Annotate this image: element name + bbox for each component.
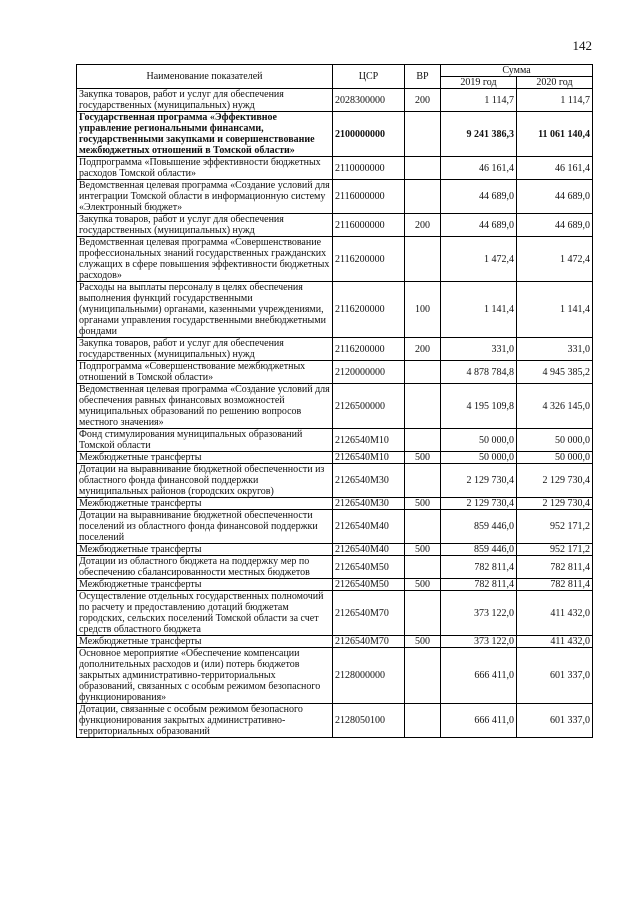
table-row (77, 648, 593, 704)
table-row (77, 89, 593, 112)
row-csr: 2126540M10 (333, 452, 405, 464)
table-row (77, 384, 593, 429)
row-vr: 100 (405, 282, 441, 338)
table-row (77, 510, 593, 544)
table-row (77, 704, 593, 738)
row-csr: 2100000000 (333, 112, 405, 157)
row-name: Фонд стимулирования муниципальных образований Томской области (77, 429, 333, 452)
row-name: Межбюджетные трансферты (77, 579, 333, 591)
row-csr: 2126540M50 (333, 579, 405, 591)
row-name: Осуществление отдельных государственных полномочий по расчету и предоставлению дотаций бюджетам городских, сельских поселений Томской области за счет средств областного бюджета (77, 591, 333, 636)
row-name: Государственная программа «Эффективное управление региональными финансами, государственными закупками и совершенствование межбюджетных отношений в Томской области» (77, 112, 333, 157)
row-vr: 200 (405, 338, 441, 361)
table-row (77, 464, 593, 498)
row-vr (405, 361, 441, 384)
row-sum-2019: 44 689,0 (441, 214, 517, 237)
header-csr: ЦСР (333, 65, 405, 89)
row-sum-2019: 782 811,4 (441, 556, 517, 579)
row-name: Ведомственная целевая программа «Совершенствование профессиональных знаний государственных гражданских служащих в сфере повышения эффективности бюджетных расходов» (77, 237, 333, 282)
row-sum-2019: 44 689,0 (441, 180, 517, 214)
row-vr: 500 (405, 452, 441, 464)
table-body (77, 89, 593, 738)
row-sum-2020: 50 000,0 (517, 429, 593, 452)
row-sum-2020: 952 171,2 (517, 544, 593, 556)
row-sum-2020: 601 337,0 (517, 704, 593, 738)
row-name: Межбюджетные трансферты (77, 452, 333, 464)
row-vr: 500 (405, 544, 441, 556)
row-vr (405, 157, 441, 180)
row-sum-2019: 666 411,0 (441, 704, 517, 738)
row-vr (405, 464, 441, 498)
row-csr: 2116200000 (333, 237, 405, 282)
row-vr (405, 510, 441, 544)
row-sum-2019: 2 129 730,4 (441, 464, 517, 498)
row-sum-2020: 2 129 730,4 (517, 498, 593, 510)
row-name: Закупка товаров, работ и услуг для обеспечения государственных (муниципальных) нужд (77, 338, 333, 361)
row-vr (405, 591, 441, 636)
row-csr: 2126540M40 (333, 510, 405, 544)
table-row (77, 579, 593, 591)
header-name: Наименование показателей (77, 65, 333, 89)
row-sum-2019: 50 000,0 (441, 429, 517, 452)
row-sum-2019: 9 241 386,3 (441, 112, 517, 157)
row-sum-2019: 373 122,0 (441, 591, 517, 636)
row-vr: 200 (405, 214, 441, 237)
row-sum-2019: 331,0 (441, 338, 517, 361)
row-csr: 2126540M10 (333, 429, 405, 452)
row-sum-2020: 1 472,4 (517, 237, 593, 282)
row-csr: 2128050100 (333, 704, 405, 738)
row-vr (405, 648, 441, 704)
row-sum-2019: 1 472,4 (441, 237, 517, 282)
row-csr: 2110000000 (333, 157, 405, 180)
row-csr: 2126540M30 (333, 498, 405, 510)
table-row (77, 214, 593, 237)
row-vr: 500 (405, 636, 441, 648)
row-vr (405, 429, 441, 452)
row-name: Основное мероприятие «Обеспечение компенсации дополнительных расходов и (или) потерь бюджетов закрытых административно-территориальных образований, связанных с особым режимом безопасного функционирования» (77, 648, 333, 704)
row-name: Дотации из областного бюджета на поддержку мер по обеспечению сбалансированности местных бюджетов (77, 556, 333, 579)
row-name: Дотации, связанные с особым режимом безопасного функционирования закрытых административно-территориальных образований (77, 704, 333, 738)
row-sum-2019: 1 114,7 (441, 89, 517, 112)
row-sum-2019: 666 411,0 (441, 648, 517, 704)
row-csr: 2126500000 (333, 384, 405, 429)
row-csr: 2116200000 (333, 338, 405, 361)
row-sum-2020: 782 811,4 (517, 556, 593, 579)
row-sum-2020: 50 000,0 (517, 452, 593, 464)
row-sum-2020: 4 326 145,0 (517, 384, 593, 429)
table-row (77, 556, 593, 579)
row-name: Дотации на выравнивание бюджетной обеспеченности из областного фонда финансовой поддержки муниципальных районов (городских округов) (77, 464, 333, 498)
row-csr: 2120000000 (333, 361, 405, 384)
header-sum: Сумма (441, 65, 593, 77)
table-header (77, 65, 593, 89)
table-row (77, 429, 593, 452)
table-row (77, 237, 593, 282)
row-name: Подпрограмма «Повышение эффективности бюджетных расходов Томской области» (77, 157, 333, 180)
row-vr (405, 704, 441, 738)
row-csr: 2126540M50 (333, 556, 405, 579)
table-row (77, 361, 593, 384)
row-sum-2020: 601 337,0 (517, 648, 593, 704)
page-number: 142 (572, 38, 592, 53)
table-row (77, 282, 593, 338)
row-sum-2019: 859 446,0 (441, 510, 517, 544)
row-name: Закупка товаров, работ и услуг для обеспечения государственных (муниципальных) нужд (77, 214, 333, 237)
row-name: Дотации на выравнивание бюджетной обеспеченности поселений из областного фонда финансовой поддержки поселений (77, 510, 333, 544)
row-sum-2020: 1 114,7 (517, 89, 593, 112)
row-vr (405, 556, 441, 579)
table-row (77, 180, 593, 214)
row-sum-2020: 2 129 730,4 (517, 464, 593, 498)
row-csr: 2126540M70 (333, 636, 405, 648)
row-sum-2019: 373 122,0 (441, 636, 517, 648)
row-sum-2019: 859 446,0 (441, 544, 517, 556)
table-row (77, 157, 593, 180)
row-sum-2019: 782 811,4 (441, 579, 517, 591)
row-vr (405, 384, 441, 429)
row-csr: 2128000000 (333, 648, 405, 704)
row-csr: 2116000000 (333, 180, 405, 214)
row-csr: 2126540M40 (333, 544, 405, 556)
row-sum-2019: 4 195 109,8 (441, 384, 517, 429)
row-name: Ведомственная целевая программа «Создание условий для обеспечения равных финансовых возможностей муниципальных образований по решению вопросов местного значения» (77, 384, 333, 429)
row-sum-2020: 44 689,0 (517, 180, 593, 214)
header-year-2020: 2020 год (517, 77, 593, 89)
header-vr: ВР (405, 65, 441, 89)
row-sum-2020: 411 432,0 (517, 636, 593, 648)
row-sum-2019: 4 878 784,8 (441, 361, 517, 384)
row-sum-2020: 411 432,0 (517, 591, 593, 636)
row-sum-2020: 331,0 (517, 338, 593, 361)
row-sum-2020: 46 161,4 (517, 157, 593, 180)
row-sum-2020: 4 945 385,2 (517, 361, 593, 384)
table-row (77, 338, 593, 361)
row-name: Расходы на выплаты персоналу в целях обеспечения выполнения функций государственными (муниципальными) органами, казенными учреждениями, органами управления государственными внебюджетными фондами (77, 282, 333, 338)
row-csr: 2126540M70 (333, 591, 405, 636)
row-vr: 500 (405, 579, 441, 591)
budget-table (76, 64, 593, 738)
row-name: Межбюджетные трансферты (77, 544, 333, 556)
row-vr (405, 112, 441, 157)
row-csr: 2028300000 (333, 89, 405, 112)
row-sum-2019: 50 000,0 (441, 452, 517, 464)
row-name: Межбюджетные трансферты (77, 636, 333, 648)
row-sum-2019: 46 161,4 (441, 157, 517, 180)
row-vr: 500 (405, 498, 441, 510)
row-sum-2019: 2 129 730,4 (441, 498, 517, 510)
row-csr: 2126540M30 (333, 464, 405, 498)
table-row (77, 452, 593, 464)
row-vr (405, 237, 441, 282)
row-sum-2020: 44 689,0 (517, 214, 593, 237)
row-name: Межбюджетные трансферты (77, 498, 333, 510)
table-row (77, 544, 593, 556)
row-sum-2020: 952 171,2 (517, 510, 593, 544)
row-sum-2020: 1 141,4 (517, 282, 593, 338)
row-csr: 2116200000 (333, 282, 405, 338)
table-row (77, 636, 593, 648)
row-vr (405, 180, 441, 214)
table-row (77, 112, 593, 157)
table-row (77, 591, 593, 636)
row-sum-2019: 1 141,4 (441, 282, 517, 338)
row-name: Подпрограмма «Совершенствование межбюджетных отношений в Томской области» (77, 361, 333, 384)
row-name: Ведомственная целевая программа «Создание условий для интеграции Томской области в информационную систему «Электронный бюджет» (77, 180, 333, 214)
header-year-2019: 2019 год (441, 77, 517, 89)
row-sum-2020: 782 811,4 (517, 579, 593, 591)
row-vr: 200 (405, 89, 441, 112)
row-csr: 2116000000 (333, 214, 405, 237)
table-row (77, 498, 593, 510)
row-sum-2020: 11 061 140,4 (517, 112, 593, 157)
row-name: Закупка товаров, работ и услуг для обеспечения государственных (муниципальных) нужд (77, 89, 333, 112)
